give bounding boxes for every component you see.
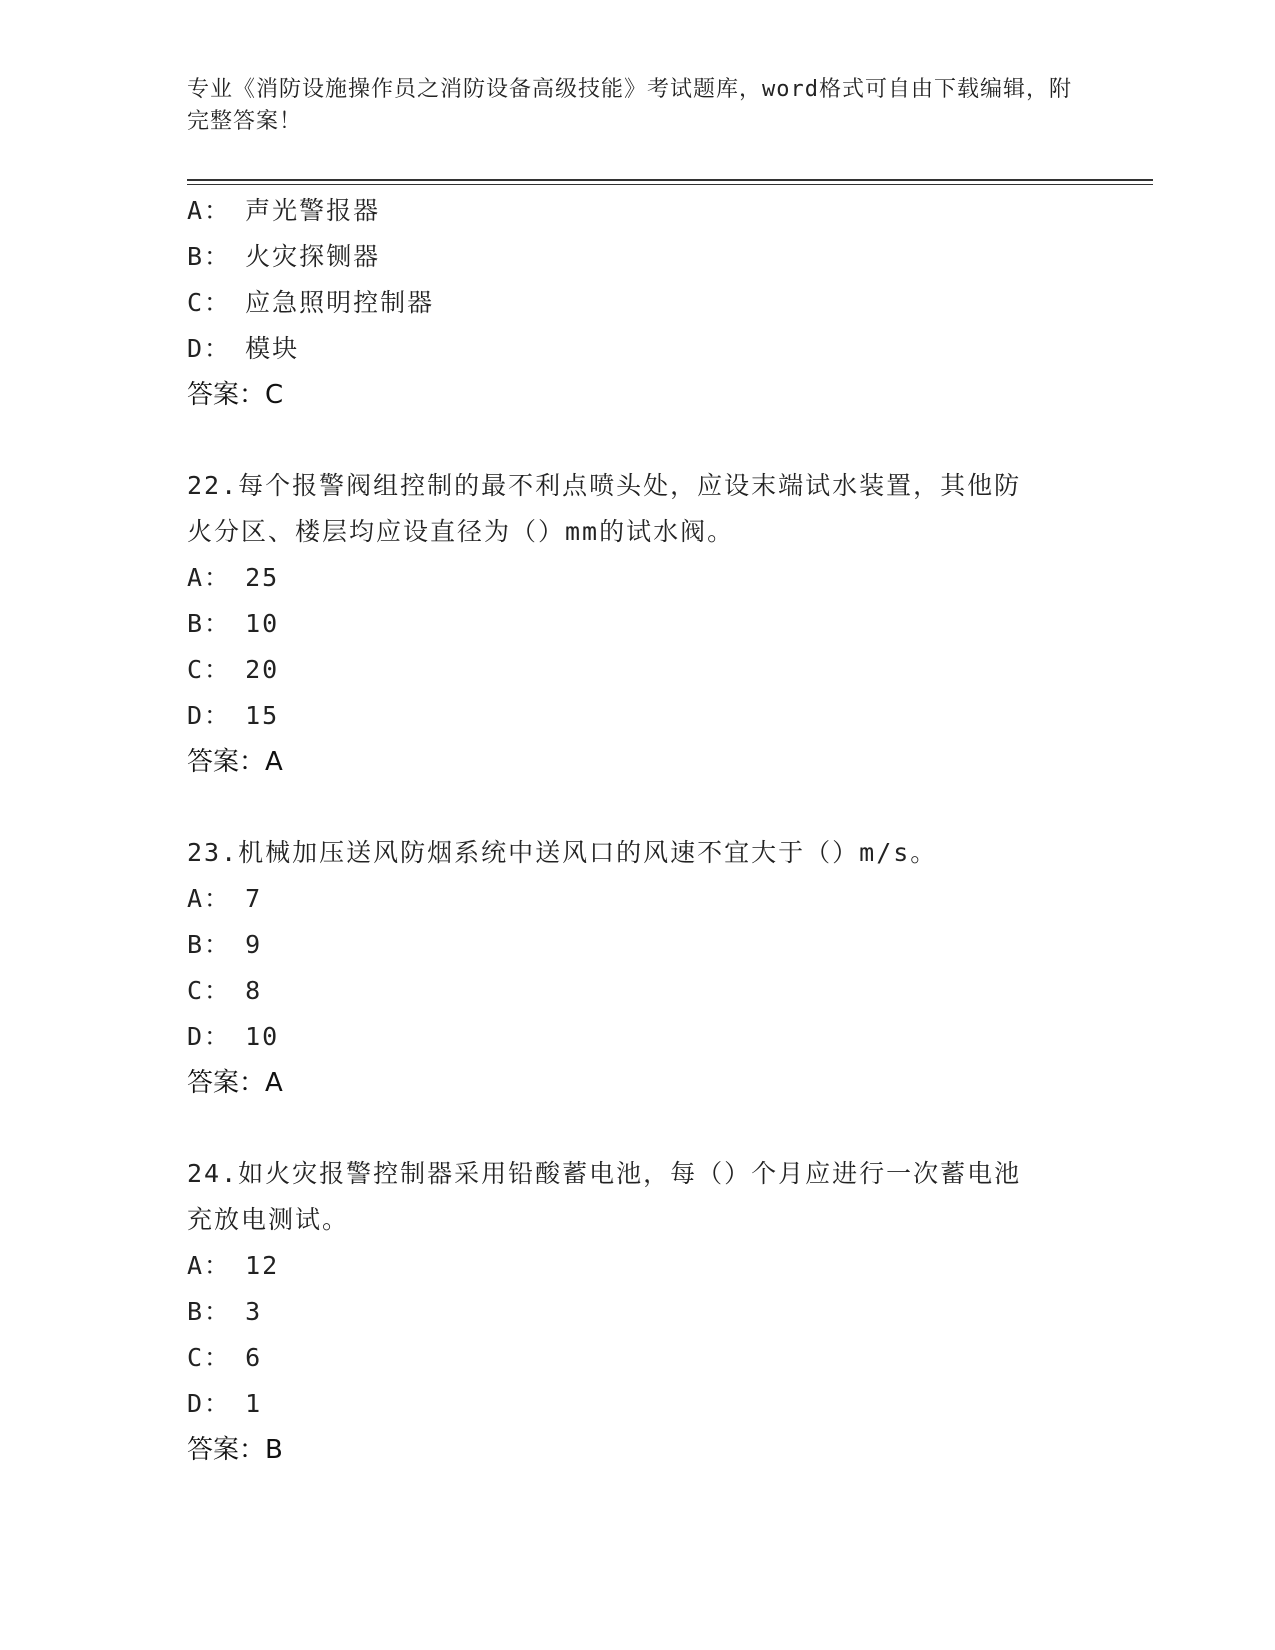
- option-key: C：: [187, 655, 232, 684]
- option-text: 9: [245, 930, 263, 959]
- option-text: 10: [245, 609, 280, 638]
- option-c: [187, 1335, 1087, 1381]
- option-key: D：: [187, 1022, 232, 1051]
- answer-line: 答案：A: [187, 1068, 283, 1098]
- spacer: [187, 1106, 1087, 1151]
- spacer: [187, 785, 1087, 830]
- option-c: [187, 647, 1087, 693]
- document-header: 专业《消防设施操作员之消防设备高级技能》考试题库，word格式可自由下载编辑，附完整答案！: [187, 77, 1072, 134]
- option-key: B：: [187, 242, 232, 271]
- answer-line: 答案：C: [187, 380, 284, 410]
- option-key: C：: [187, 1343, 232, 1372]
- option-text: 模块: [245, 334, 300, 363]
- option-text: 3: [245, 1297, 263, 1326]
- option-key: C：: [187, 288, 232, 317]
- option-key: A：: [187, 884, 232, 913]
- question-block: [187, 463, 1087, 785]
- option-a: [187, 555, 1087, 601]
- option-a: [187, 876, 1087, 922]
- option-key: D：: [187, 1389, 232, 1418]
- option-a: [187, 1243, 1087, 1289]
- option-b: [187, 1289, 1087, 1335]
- option-key: B：: [187, 1297, 232, 1326]
- header-divider-thin: [187, 184, 1153, 185]
- option-b: [187, 234, 1087, 280]
- question-text-line-2: 充放电测试。: [187, 1205, 350, 1234]
- option-d: [187, 693, 1087, 739]
- question-block: [187, 188, 1087, 418]
- question-block: [187, 1151, 1087, 1473]
- question-text-line-1: 23.机械加压送风防烟系统中送风口的风速不宜大于（）m/s。: [187, 838, 938, 867]
- option-key: D：: [187, 701, 232, 730]
- option-d: [187, 326, 1087, 372]
- option-text: 25: [245, 563, 280, 592]
- option-text: 10: [245, 1022, 280, 1051]
- question-text-line-1: 24.如火灾报警控制器采用铅酸蓄电池，每（）个月应进行一次蓄电池: [187, 1159, 1022, 1188]
- option-text: 20: [245, 655, 280, 684]
- option-key: A：: [187, 563, 232, 592]
- option-a: [187, 188, 1087, 234]
- option-c: [187, 280, 1087, 326]
- option-d: [187, 1014, 1087, 1060]
- answer-line: 答案：B: [187, 1435, 283, 1465]
- option-key: D：: [187, 334, 232, 363]
- option-key: A：: [187, 1251, 232, 1280]
- option-c: [187, 968, 1087, 1014]
- option-text: 12: [245, 1251, 280, 1280]
- question-text-line-1: 22.每个报警阀组控制的最不利点喷头处，应设末端试水装置，其他防: [187, 471, 1022, 500]
- option-text: 6: [245, 1343, 263, 1372]
- spacer: [187, 418, 1087, 463]
- option-text: 7: [245, 884, 263, 913]
- option-key: C：: [187, 976, 232, 1005]
- option-b: [187, 922, 1087, 968]
- option-b: [187, 601, 1087, 647]
- option-d: [187, 1381, 1087, 1427]
- option-key: A：: [187, 196, 232, 225]
- question-list: [187, 188, 1087, 1473]
- option-text: 15: [245, 701, 280, 730]
- option-key: B：: [187, 930, 232, 959]
- header-divider-thick: [187, 179, 1153, 181]
- question-block: [187, 830, 1087, 1106]
- option-text: 火灾探铡器: [245, 242, 381, 271]
- option-text: 1: [245, 1389, 263, 1418]
- option-key: B：: [187, 609, 232, 638]
- answer-line: 答案：A: [187, 747, 283, 777]
- question-text-line-2: 火分区、楼层均应设直径为（）mm的试水阀。: [187, 517, 735, 546]
- option-text: 声光警报器: [245, 196, 381, 225]
- option-text: 8: [245, 976, 263, 1005]
- option-text: 应急照明控制器: [245, 288, 435, 317]
